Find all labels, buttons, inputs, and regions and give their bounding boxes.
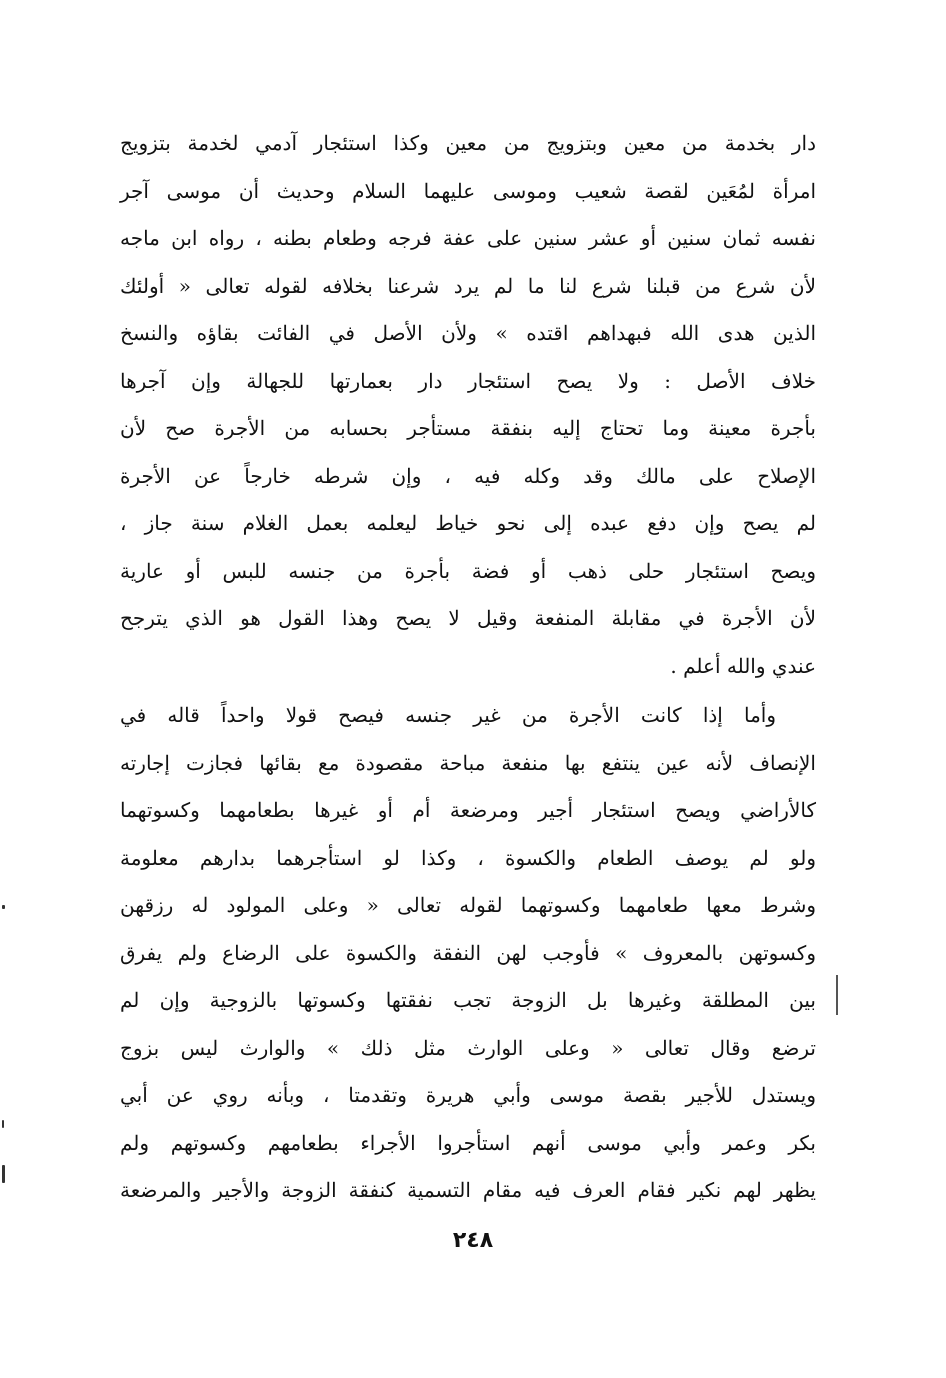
text-line: خلاف الأصل : ولا يصح استئجار دار بعمارتها للجهالة وإن آجرها <box>120 368 816 393</box>
scan-speck <box>2 1120 4 1128</box>
text-line: كالأراضي ويصح استئجار أجير ومرضعة أم أو غيرها بطعامهما وكسوتهما <box>120 798 816 822</box>
text-line: ترضع وقال تعالى « وعلى الوارث مثل ذلك » والوارث ليس بزوج <box>120 1035 817 1060</box>
text-line: بكر وعمر وأبي موسى أنهم استأجروا الأجراء بطعامهم وكسوتهم ولم <box>120 1130 816 1155</box>
text-line: الإنصاف لأنه عين ينتفع بها منفعة مباحة مقصودة مع بقائها فجازت إجارته <box>120 750 816 775</box>
text-line: نفسه ثمان سنين أو عشر سنين على عفة فرجه وطعام بطنه ، رواه ابن ماجه <box>120 226 816 250</box>
paragraph-1 <box>120 120 816 690</box>
page-number: ٢٤٨ <box>452 1228 494 1253</box>
text-line: وشرط معها طعامهما وكسوتهما لقوله تعالى « وعلى المولود له رزقهن <box>120 893 816 917</box>
text-line: بأجرة معينة وما تحتاج إليه بنفقة مستأجر بحسابه من الأجرة صح لأن <box>120 416 816 440</box>
text-line: لأن شرع من قبلنا شرع لنا ما لم يرد شرعنا بخلافه لقوله تعالى « أولئك <box>120 273 816 298</box>
text-line: وكسوتهن بالمعروف » فأوجب لهن النفقة والكسوة على الرضاع ولم يفرق <box>120 940 816 965</box>
text-line: عندي والله أعلم . <box>670 653 816 678</box>
paragraph-2 <box>120 692 816 1215</box>
text-line: دار بخدمة من معين وبتزويج من معين وكذا استئجار آدمي لخدمة بتزويج <box>120 131 816 155</box>
text-line: ويستدل للأجير بقصة موسى وأبي هريرة وتقدمتا ، وبأنه روي عن أبي <box>120 1083 816 1107</box>
scan-speck <box>2 905 5 909</box>
text-line: لأن الأجرة في مقابلة المنفعة وقيل لا يصح وهذا القول هو الذي يترجح <box>120 606 816 630</box>
text-line: لم يصح وإن دفع عبده إلى نحو خياط ليعلمه بعمل الغلام سنة جاز ، <box>120 511 816 535</box>
text-line: يظهر لهم نكير فقام العرف فيه مقام التسمية كنفقة الزوجة والأجير والمرضعة <box>120 1178 816 1202</box>
text-line: ولو لم يوصف الطعام والكسوة ، وكذا لو استأجرهما بدارهم معلومة <box>120 845 816 870</box>
margin-mark <box>836 975 838 1015</box>
text-line: بين المطلقة وغيرها بل الزوجة تجب نفقتها وكسوتها بالزوجية وإن لم <box>120 988 816 1012</box>
text-line: الإصلاح على مالك وقد وكله فيه ، وإن شرطه خارجاً عن الأجرة <box>120 463 816 488</box>
text-line: امرأة لمُعَين لقصة شعيب وموسى عليهما السلام وحديث أن موسى آجر <box>120 178 816 203</box>
text-line: وأما إذا كانت الأجرة من غير جنسه فيصح قولا واحداً قاله في <box>120 703 776 727</box>
text-line: الذين هدى الله فبهداهم اقتده » ولأن الأصل في الفائت بقاؤه والنسخ <box>120 321 816 345</box>
scan-speck <box>2 1165 5 1183</box>
text-line: ويصح استئجار حلى ذهب أو فضة بأجرة من جنسه للبس أو عارية <box>120 558 816 583</box>
